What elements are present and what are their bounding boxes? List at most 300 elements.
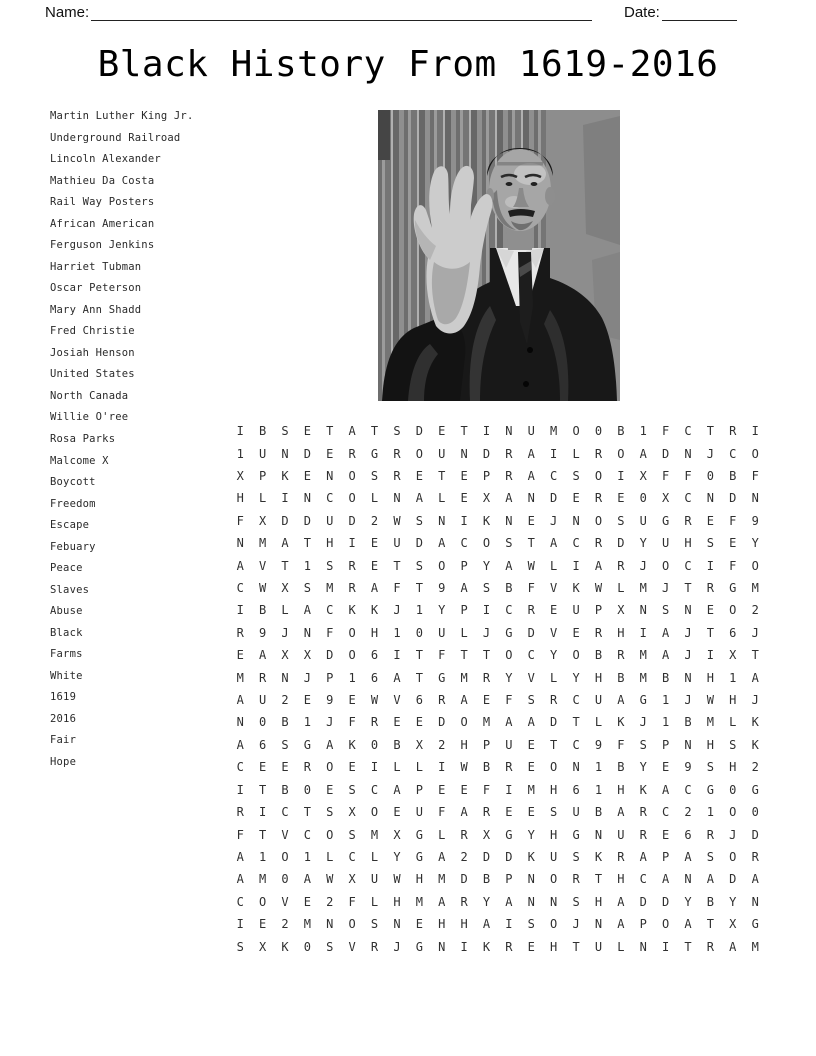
grid-cell: G	[303, 737, 311, 752]
grid-cell: N	[303, 491, 311, 506]
grid-cell: C	[236, 760, 244, 775]
grid-cell: A	[326, 737, 334, 752]
grid-cell: C	[370, 782, 379, 797]
grid-cell: 2	[751, 603, 759, 618]
grid-cell: I	[236, 603, 244, 618]
grid-cell: 0	[303, 782, 311, 797]
grid-cell: G	[751, 917, 759, 932]
grid-cell: G	[438, 670, 446, 685]
grid-cell: X	[729, 648, 737, 663]
grid-cell: M	[482, 715, 491, 730]
grid-cell: U	[572, 805, 580, 820]
grid-cell: 0	[415, 625, 423, 640]
grid-cell: N	[684, 446, 692, 461]
grid-cell: K	[348, 737, 356, 752]
grid-cell: U	[572, 603, 580, 618]
grid-cell: A	[662, 648, 670, 663]
grid-cell: N	[572, 760, 580, 775]
grid-cell: B	[617, 424, 625, 439]
grid-cell: G	[572, 827, 580, 842]
grid-cell: C	[348, 849, 356, 864]
word-list-item: Rosa Parks	[50, 432, 116, 445]
grid-cell: T	[326, 424, 334, 439]
grid-cell: 1	[348, 670, 356, 685]
grid-cell: R	[348, 558, 356, 573]
grid-cell: S	[706, 536, 715, 551]
word-list-item: Lincoln Alexander	[50, 153, 161, 166]
grid-cell: T	[706, 625, 715, 640]
grid-cell: A	[236, 558, 244, 573]
grid-cell: J	[572, 917, 580, 932]
grid-cell: P	[326, 670, 334, 685]
grid-cell: K	[370, 603, 379, 618]
word-list-item: Farms	[50, 648, 83, 661]
grid-cell: H	[326, 536, 334, 551]
grid-cell: A	[460, 581, 468, 596]
word-list-item: United States	[50, 368, 135, 381]
grid-cell: A	[527, 715, 535, 730]
grid-cell: T	[415, 670, 423, 685]
grid-cell: O	[751, 446, 759, 461]
grid-cell: A	[393, 782, 401, 797]
grid-cell: U	[438, 625, 446, 640]
grid-cell: H	[617, 625, 625, 640]
grid-cell: D	[729, 491, 737, 506]
grid-cell: O	[662, 917, 670, 932]
grid-cell: 2	[460, 849, 468, 864]
grid-cell: N	[438, 939, 446, 954]
word-list-item: Peace	[50, 562, 83, 575]
word-list-item: African American	[50, 217, 155, 230]
grid-cell: V	[550, 581, 558, 596]
grid-cell: O	[326, 827, 334, 842]
word-search-grid	[229, 420, 766, 958]
grid-cell: B	[662, 670, 670, 685]
grid-cell: A	[594, 558, 603, 573]
grid-cell: Y	[550, 648, 558, 663]
grid-cell: I	[460, 513, 468, 528]
grid-cell: S	[527, 693, 535, 708]
grid-cell: H	[460, 737, 468, 752]
grid-cell: S	[482, 581, 491, 596]
grid-cell: Y	[482, 558, 491, 573]
grid-cell: K	[594, 849, 603, 864]
grid-cell: E	[706, 513, 715, 528]
grid-cell: W	[393, 513, 401, 528]
grid-cell: A	[527, 446, 535, 461]
grid-cell: L	[572, 446, 580, 461]
grid-cell: R	[393, 446, 401, 461]
grid-cell: 1	[594, 782, 603, 797]
grid-cell: A	[236, 849, 244, 864]
grid-cell: T	[370, 424, 379, 439]
grid-cell: A	[527, 469, 535, 484]
grid-cell: H	[594, 670, 603, 685]
grid-cell: A	[438, 894, 446, 909]
grid-cell: K	[482, 939, 491, 954]
grid-cell: B	[258, 603, 267, 618]
grid-cell: D	[438, 715, 446, 730]
grid-cell: G	[415, 827, 423, 842]
grid-cell: O	[729, 849, 737, 864]
grid-cell: S	[572, 469, 580, 484]
grid-cell: I	[393, 648, 401, 663]
grid-cell: U	[594, 693, 603, 708]
grid-cell: X	[281, 648, 289, 663]
word-list-item: Slaves	[50, 583, 90, 596]
grid-cell: F	[729, 513, 737, 528]
grid-cell: R	[236, 625, 244, 640]
grid-cell: H	[370, 625, 379, 640]
grid-cell: R	[729, 424, 737, 439]
grid-cell: H	[236, 491, 244, 506]
grid-cell: C	[303, 827, 311, 842]
grid-cell: E	[460, 782, 468, 797]
grid-cell: J	[639, 558, 647, 573]
grid-cell: T	[303, 536, 311, 551]
grid-cell: C	[684, 782, 692, 797]
grid-cell: H	[617, 782, 625, 797]
word-list-item: 2016	[50, 712, 77, 725]
grid-cell: N	[527, 872, 535, 887]
grid-cell: Y	[393, 849, 401, 864]
word-list-item: Mary Ann Shadd	[50, 303, 142, 316]
grid-cell: R	[594, 491, 603, 506]
word-list-item: Willie O'ree	[50, 411, 129, 424]
grid-cell: V	[550, 625, 558, 640]
grid-cell: P	[662, 849, 670, 864]
grid-cell: H	[460, 917, 468, 932]
grid-cell: E	[572, 491, 580, 506]
grid-cell: X	[258, 513, 267, 528]
grid-cell: X	[258, 939, 267, 954]
grid-cell: T	[460, 648, 468, 663]
grid-cell: S	[370, 469, 379, 484]
grid-cell: Y	[438, 603, 446, 618]
grid-cell: A	[684, 849, 692, 864]
grid-cell: U	[662, 536, 670, 551]
grid-cell: U	[415, 805, 423, 820]
grid-cell: S	[281, 424, 289, 439]
grid-cell: C	[662, 805, 670, 820]
grid-cell: 6	[415, 693, 423, 708]
grid-cell: N	[505, 424, 513, 439]
grid-cell: E	[527, 737, 535, 752]
grid-cell: 0	[751, 805, 759, 820]
grid-cell: 9	[438, 581, 446, 596]
grid-cell: 2	[751, 760, 759, 775]
grid-cell: E	[415, 469, 423, 484]
grid-cell: N	[281, 446, 289, 461]
grid-cell: K	[482, 513, 491, 528]
grid-cell: L	[281, 603, 289, 618]
grid-cell: E	[415, 715, 423, 730]
grid-cell: H	[594, 894, 603, 909]
grid-cell: 9	[258, 625, 267, 640]
grid-cell: J	[751, 693, 759, 708]
grid-cell: Y	[527, 827, 535, 842]
grid-cell: 0	[370, 737, 379, 752]
grid-cell: E	[326, 782, 334, 797]
grid-cell: D	[662, 446, 670, 461]
grid-cell: E	[729, 536, 737, 551]
grid-cell: K	[751, 737, 759, 752]
grid-cell: T	[684, 581, 692, 596]
grid-cell: K	[348, 603, 356, 618]
grid-cell: 1	[729, 670, 737, 685]
word-list-item: Fair	[50, 734, 77, 747]
grid-cell: O	[460, 715, 468, 730]
grid-cell: 0	[258, 715, 267, 730]
grid-cell: T	[482, 648, 491, 663]
grid-cell: L	[617, 581, 625, 596]
grid-cell: K	[281, 939, 289, 954]
grid-cell: 2	[326, 894, 334, 909]
grid-cell: C	[505, 603, 513, 618]
grid-cell: A	[303, 872, 311, 887]
grid-cell: A	[662, 782, 670, 797]
grid-cell: A	[617, 894, 625, 909]
grid-cell: O	[550, 872, 558, 887]
grid-cell: J	[393, 939, 401, 954]
grid-cell: U	[594, 939, 603, 954]
grid-cell: L	[370, 894, 379, 909]
grid-cell: U	[326, 513, 334, 528]
grid-cell: C	[572, 693, 580, 708]
grid-cell: 1	[303, 558, 311, 573]
grid-cell: E	[370, 558, 379, 573]
grid-cell: E	[370, 536, 379, 551]
grid-cell: D	[348, 513, 356, 528]
grid-cell: M	[236, 670, 244, 685]
grid-cell: O	[662, 558, 670, 573]
grid-cell: D	[303, 446, 311, 461]
puzzle-title: Black History From 1619-2016	[97, 44, 719, 85]
grid-cell: J	[729, 827, 737, 842]
grid-cell: G	[415, 939, 423, 954]
grid-cell: U	[527, 424, 535, 439]
grid-cell: E	[393, 715, 401, 730]
grid-cell: F	[527, 581, 535, 596]
grid-cell: N	[594, 827, 603, 842]
grid-cell: J	[684, 693, 692, 708]
grid-cell: A	[236, 693, 244, 708]
grid-cell: 1	[236, 446, 244, 461]
grid-cell: T	[303, 805, 311, 820]
grid-cell: W	[326, 872, 334, 887]
grid-cell: E	[550, 603, 558, 618]
grid-cell: O	[594, 469, 603, 484]
grid-cell: X	[281, 581, 289, 596]
grid-cell: L	[393, 760, 401, 775]
grid-cell: N	[706, 491, 715, 506]
grid-cell: I	[505, 917, 513, 932]
grid-cell: C	[729, 446, 737, 461]
grid-cell: N	[438, 513, 446, 528]
grid-cell: D	[662, 894, 670, 909]
grid-cell: 6	[370, 670, 379, 685]
grid-cell: J	[706, 446, 715, 461]
grid-cell: X	[348, 805, 356, 820]
grid-cell: M	[258, 536, 267, 551]
grid-cell: 1	[415, 603, 423, 618]
grid-cell: U	[639, 513, 647, 528]
grid-cell: S	[281, 737, 289, 752]
grid-cell: V	[281, 894, 289, 909]
grid-cell: L	[460, 625, 468, 640]
grid-cell: O	[572, 424, 580, 439]
grid-cell: K	[527, 849, 535, 864]
grid-cell: U	[617, 827, 625, 842]
grid-cell: O	[729, 805, 737, 820]
grid-cell: J	[393, 603, 401, 618]
grid-cell: D	[639, 894, 647, 909]
grid-cell: X	[348, 872, 356, 887]
grid-cell: Y	[505, 670, 513, 685]
grid-cell: S	[326, 805, 334, 820]
grid-cell: C	[281, 805, 289, 820]
grid-cell: P	[482, 469, 491, 484]
grid-cell: J	[550, 513, 558, 528]
grid-cell: R	[370, 939, 379, 954]
grid-cell: R	[594, 446, 603, 461]
grid-cell: E	[438, 782, 446, 797]
grid-cell: G	[729, 581, 737, 596]
grid-cell: T	[258, 827, 267, 842]
grid-cell: A	[706, 872, 715, 887]
grid-cell: Y	[684, 894, 692, 909]
grid-cell: N	[639, 603, 647, 618]
grid-cell: L	[415, 760, 423, 775]
grid-cell: I	[482, 424, 491, 439]
grid-cell: D	[460, 872, 468, 887]
grid-cell: E	[706, 603, 715, 618]
word-list-item: Abuse	[50, 605, 83, 618]
grid-cell: O	[438, 558, 446, 573]
grid-cell: O	[617, 446, 625, 461]
grid-cell: G	[706, 782, 715, 797]
grid-cell: X	[303, 648, 311, 663]
grid-cell: E	[527, 513, 535, 528]
grid-cell: K	[281, 469, 289, 484]
grid-cell: F	[505, 693, 513, 708]
grid-cell: A	[236, 737, 244, 752]
grid-cell: U	[258, 693, 267, 708]
word-list-item: Fred Christie	[50, 325, 135, 338]
grid-cell: B	[393, 737, 401, 752]
grid-cell: S	[617, 513, 625, 528]
grid-cell: T	[684, 939, 692, 954]
grid-cell: N	[303, 625, 311, 640]
grid-cell: R	[706, 827, 715, 842]
grid-cell: R	[706, 581, 715, 596]
grid-cell: D	[751, 827, 759, 842]
grid-cell: P	[460, 558, 468, 573]
grid-cell: E	[527, 805, 535, 820]
grid-cell: E	[393, 805, 401, 820]
grid-cell: L	[438, 491, 446, 506]
grid-cell: E	[460, 469, 468, 484]
word-list-item: North Canada	[50, 389, 129, 402]
grid-cell: S	[572, 894, 580, 909]
grid-cell: A	[617, 805, 625, 820]
grid-cell: J	[684, 648, 692, 663]
grid-cell: S	[527, 917, 535, 932]
grid-cell: W	[393, 872, 401, 887]
grid-cell: C	[684, 558, 692, 573]
grid-cell: A	[617, 693, 625, 708]
grid-cell: A	[505, 894, 513, 909]
grid-cell: X	[639, 469, 647, 484]
grid-cell: A	[460, 805, 468, 820]
grid-cell: F	[751, 469, 759, 484]
grid-cell: A	[662, 872, 670, 887]
grid-cell: N	[639, 939, 647, 954]
word-list	[50, 106, 193, 773]
grid-cell: B	[258, 424, 267, 439]
grid-cell: F	[617, 737, 625, 752]
grid-cell: H	[550, 782, 558, 797]
grid-cell: A	[662, 625, 670, 640]
word-list-item: Hope	[50, 755, 77, 768]
grid-cell: W	[594, 581, 603, 596]
grid-cell: B	[281, 782, 289, 797]
grid-cell: I	[706, 648, 715, 663]
grid-cell: W	[370, 693, 379, 708]
grid-cell: F	[393, 581, 401, 596]
grid-cell: N	[684, 737, 692, 752]
grid-cell: 2	[684, 805, 692, 820]
grid-cell: D	[415, 536, 423, 551]
word-list-item: Escape	[50, 519, 90, 532]
grid-cell: I	[662, 939, 670, 954]
grid-cell: S	[505, 536, 513, 551]
word-list-item: Ferguson Jenkins	[50, 239, 155, 252]
grid-cell: M	[639, 581, 647, 596]
grid-cell: B	[594, 648, 603, 663]
grid-cell: U	[438, 446, 446, 461]
grid-cell: C	[684, 491, 692, 506]
grid-cell: B	[617, 670, 625, 685]
mlk-photo	[378, 110, 620, 401]
word-list-item: Underground Railroad	[50, 131, 181, 144]
grid-cell: J	[639, 715, 647, 730]
grid-cell: N	[236, 715, 244, 730]
grid-cell: E	[415, 917, 423, 932]
grid-cell: O	[348, 625, 356, 640]
grid-cell: R	[460, 894, 468, 909]
grid-cell: A	[751, 872, 759, 887]
grid-cell: U	[505, 737, 513, 752]
grid-cell: T	[572, 715, 580, 730]
grid-cell: S	[236, 939, 244, 954]
grid-cell: C	[236, 894, 244, 909]
name-blank-line	[91, 3, 592, 21]
grid-cell: E	[482, 693, 491, 708]
grid-cell: E	[617, 491, 625, 506]
grid-cell: I	[370, 760, 379, 775]
grid-cell: T	[572, 939, 580, 954]
grid-cell: V	[393, 693, 401, 708]
grid-cell: R	[505, 939, 513, 954]
grid-cell: 1	[303, 715, 311, 730]
grid-cell: K	[572, 581, 580, 596]
grid-cell: Y	[751, 536, 759, 551]
grid-cell: B	[684, 715, 692, 730]
grid-cell: A	[505, 558, 513, 573]
name-label: Name:	[45, 4, 90, 21]
grid-cell: R	[572, 872, 580, 887]
